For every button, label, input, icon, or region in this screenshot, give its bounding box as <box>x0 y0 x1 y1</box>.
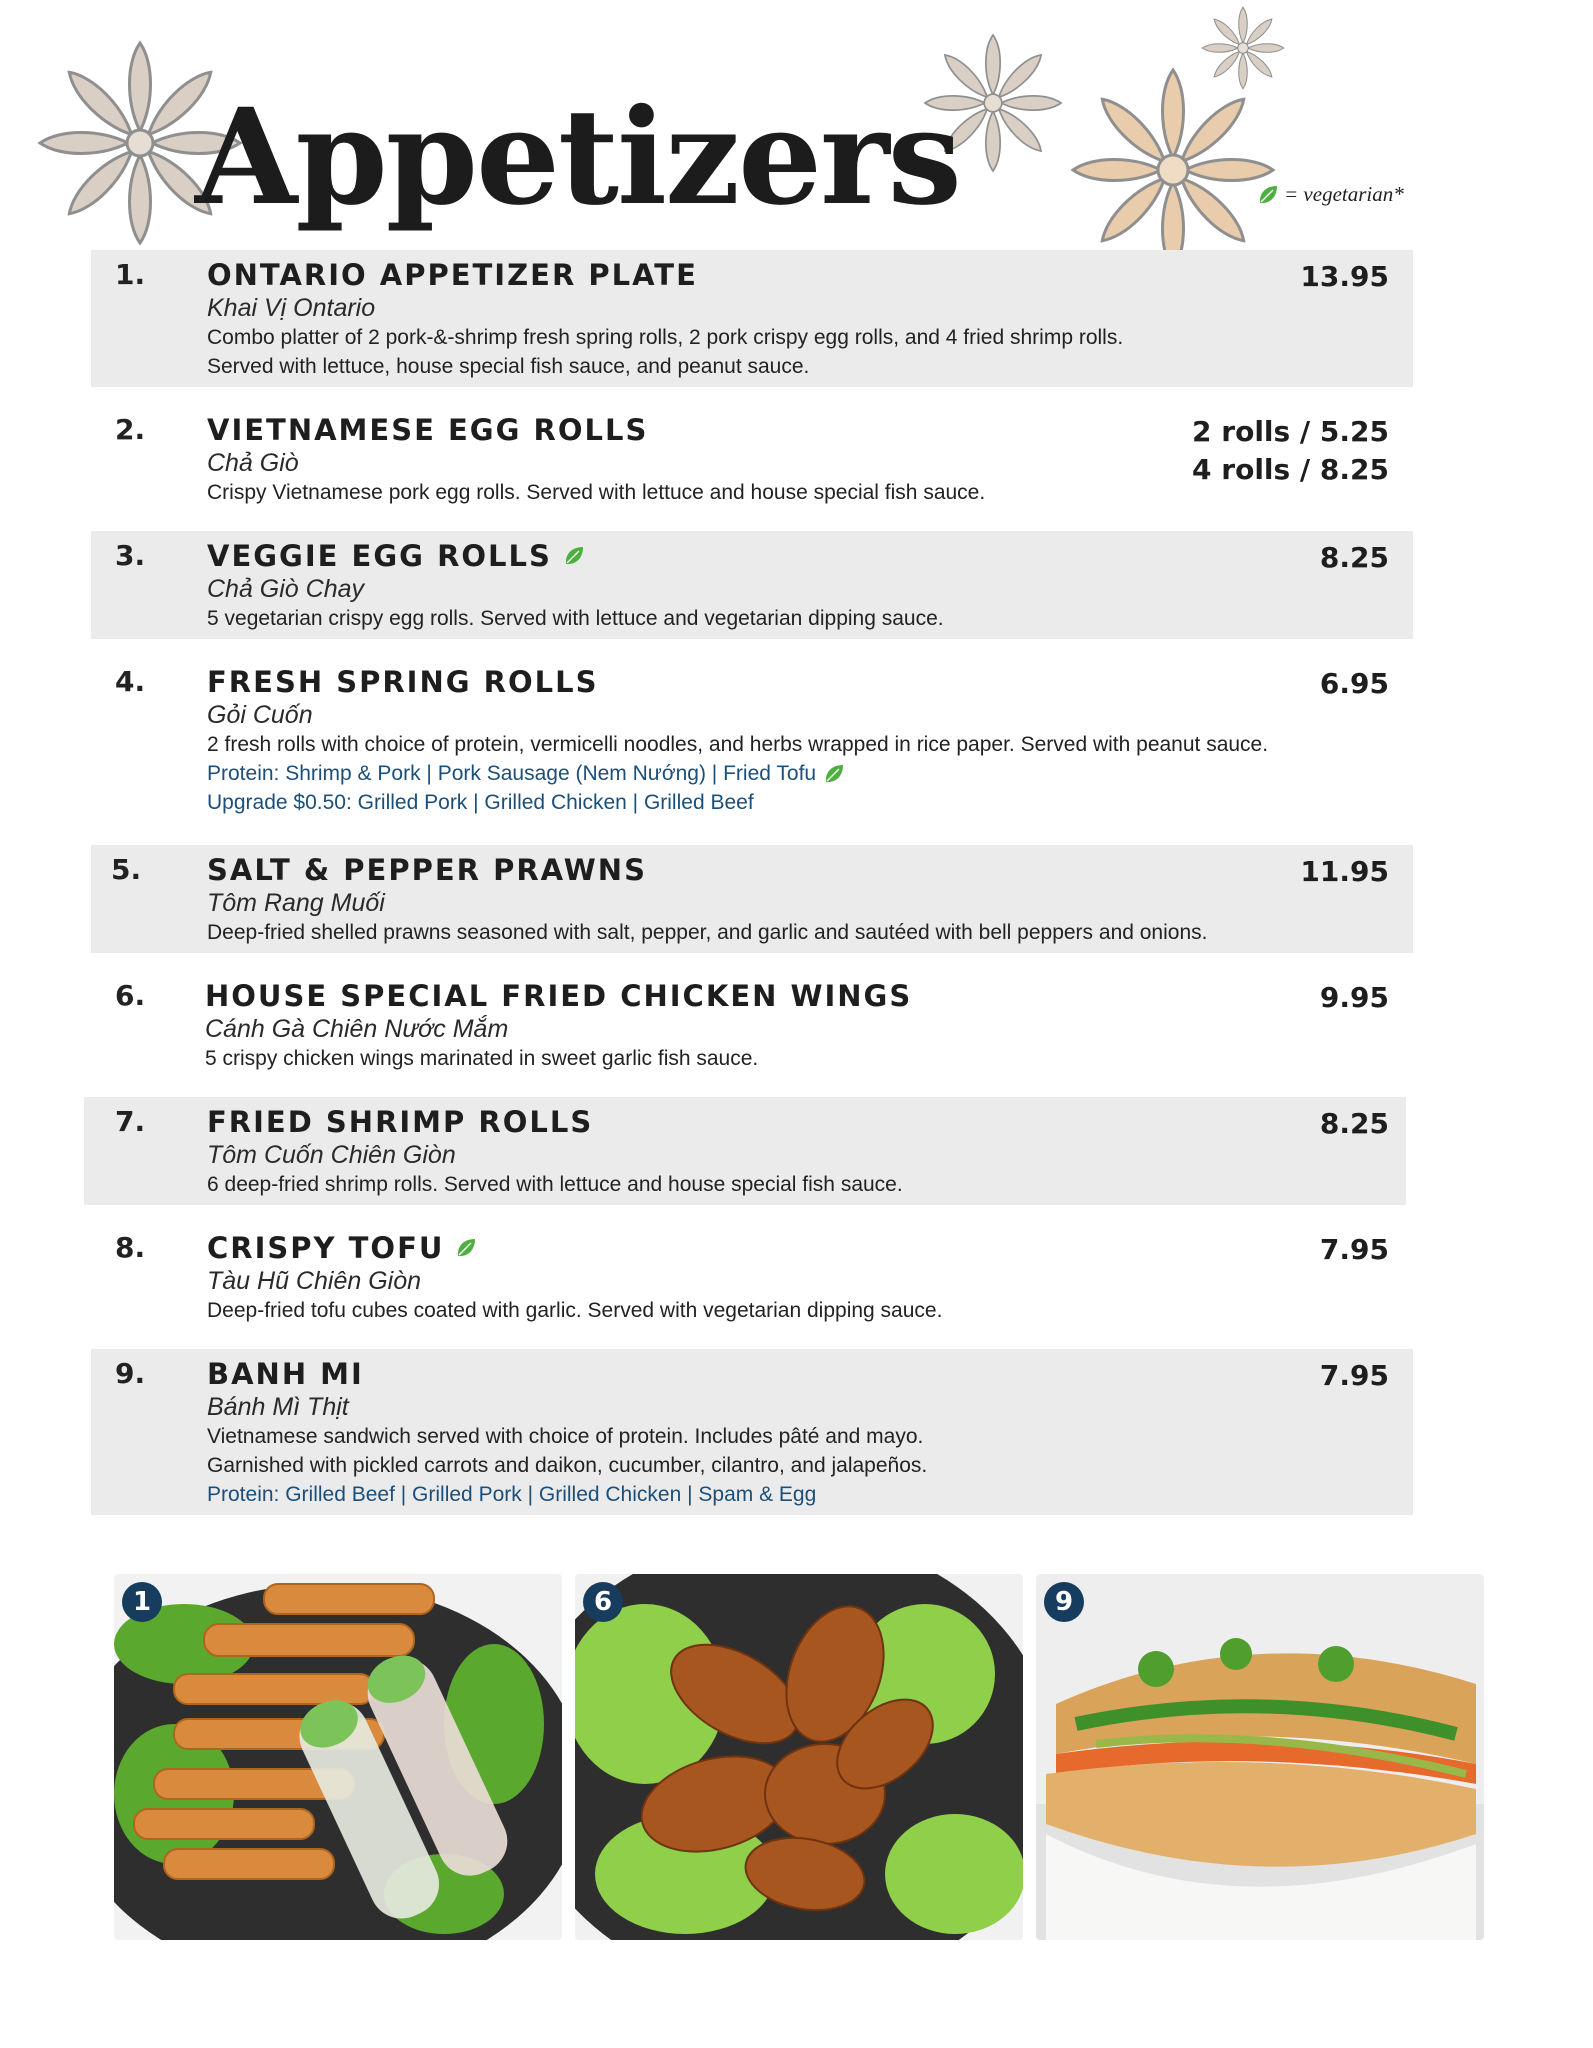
item-vietnamese-name: Tôm Rang Muối <box>207 889 385 917</box>
item-number: 1. <box>115 258 146 291</box>
item-vietnamese-name: Tàu Hũ Chiên Giòn <box>207 1267 422 1295</box>
photo-badge: 9 <box>1044 1582 1084 1622</box>
item-price: 9.95 <box>1319 981 1389 1014</box>
leaf-icon <box>1256 183 1280 207</box>
item-name: FRESH SPRING ROLLS <box>207 665 599 699</box>
photo-badge: 6 <box>583 1582 623 1622</box>
chicken-wings-photo <box>575 1574 1023 1940</box>
vegetarian-legend <box>1256 182 1404 207</box>
leaf-icon <box>822 762 846 786</box>
item-vietnamese-name: Bánh Mì Thịt <box>207 1393 349 1421</box>
item-number: 3. <box>115 539 146 572</box>
banh-mi-photo <box>1036 1574 1484 1940</box>
leaf-icon <box>454 1236 478 1260</box>
item-name: ONTARIO APPETIZER PLATE <box>207 258 698 292</box>
item-description: Garnished with pickled carrots and daikon, cucumber, cilantro, and jalapeños. <box>207 1454 928 1477</box>
item-name: BANH MI <box>207 1357 364 1391</box>
item-description: 5 crispy chicken wings marinated in sweet garlic fish sauce. <box>205 1047 759 1070</box>
menu-item <box>91 845 1413 953</box>
item-description: Crispy Vietnamese pork egg rolls. Served with lettuce and house special fish sauce. <box>207 481 986 504</box>
banh-mi-illustration <box>1036 1574 1484 1940</box>
item-vietnamese-name: Chả Giò <box>207 449 299 477</box>
chicken-wings-illustration <box>575 1574 1023 1940</box>
item-price: 8.25 <box>1319 541 1389 574</box>
item-price: 13.95 <box>1300 260 1389 293</box>
item-vietnamese-name: Gỏi Cuốn <box>207 701 313 729</box>
item-description: Deep-fried tofu cubes coated with garlic. Served with vegetarian dipping sauce. <box>207 1299 943 1322</box>
page-title: Appetizers <box>195 80 960 235</box>
protein-options: Protein: Shrimp & Pork | Pork Sausage (Nem Nướng) | Fried Tofu <box>207 759 1367 788</box>
item-price: 2 rolls / 5.25 4 rolls / 8.25 <box>1192 415 1389 486</box>
leaf-icon <box>562 544 586 568</box>
item-number: 6. <box>115 979 146 1012</box>
upgrade-options: Upgrade $0.50: Grilled Pork | Grilled Chicken | Grilled Beef <box>207 791 754 814</box>
item-price: 6.95 <box>1319 667 1389 700</box>
item-name: HOUSE SPECIAL FRIED CHICKEN WINGS <box>205 979 913 1013</box>
menu-item <box>91 405 1413 513</box>
menu-item <box>91 971 1413 1079</box>
item-price: 11.95 <box>1300 855 1389 888</box>
item-number: 4. <box>115 665 146 698</box>
item-number: 5. <box>111 853 142 886</box>
item-name: SALT & PEPPER PRAWNS <box>207 853 647 887</box>
item-description: 6 deep-fried shrimp rolls. Served with lettuce and house special fish sauce. <box>207 1173 903 1196</box>
menu-item <box>91 1349 1413 1515</box>
item-name: VIETNAMESE EGG ROLLS <box>207 413 649 447</box>
item-price: 7.95 <box>1319 1233 1389 1266</box>
appetizer-plate-photo <box>114 1574 562 1940</box>
item-description: 2 fresh rolls with choice of protein, vermicelli noodles, and herbs wrapped in rice paper. Served with peanut sauce. <box>207 733 1269 756</box>
menu-item <box>91 250 1413 387</box>
item-description: 5 vegetarian crispy egg rolls. Served with lettuce and vegetarian dipping sauce. <box>207 607 944 630</box>
item-vietnamese-name: Cánh Gà Chiên Nước Mắm <box>205 1015 509 1043</box>
item-number: 8. <box>115 1231 146 1264</box>
item-vietnamese-name: Chả Giò Chay <box>207 575 365 603</box>
item-description: Combo platter of 2 pork-&-shrimp fresh spring rolls, 2 pork crispy egg rolls, and 4 fried shrimp rolls. <box>207 326 1124 349</box>
menu-item <box>91 1223 1413 1331</box>
menu-item <box>91 531 1413 639</box>
protein-options: Protein: Grilled Beef | Grilled Pork | Grilled Chicken | Spam & Egg <box>207 1483 817 1506</box>
item-number: 9. <box>115 1357 146 1390</box>
item-vietnamese-name: Tôm Cuốn Chiên Giòn <box>207 1141 456 1169</box>
legend-text: = vegetarian* <box>1284 182 1404 206</box>
photo-badge: 1 <box>122 1582 162 1622</box>
menu-item <box>84 1097 1406 1205</box>
item-description: Vietnamese sandwich served with choice of protein. Includes pâté and mayo. <box>207 1425 924 1448</box>
item-vietnamese-name: Khai Vị Ontario <box>207 294 376 322</box>
item-price: 7.95 <box>1319 1359 1389 1392</box>
item-number: 2. <box>115 413 146 446</box>
item-description: Deep-fried shelled prawns seasoned with salt, pepper, and garlic and sautéed with bell peppers and onions. <box>207 921 1208 944</box>
item-price: 8.25 <box>1319 1107 1389 1140</box>
item-description: Served with lettuce, house special fish sauce, and peanut sauce. <box>207 355 810 378</box>
item-name: CRISPY TOFU <box>207 1231 445 1265</box>
item-name: VEGGIE EGG ROLLS <box>207 539 552 573</box>
appetizer-plate-illustration <box>114 1574 562 1940</box>
item-name: FRIED SHRIMP ROLLS <box>207 1105 594 1139</box>
item-number: 7. <box>115 1105 146 1138</box>
menu-item <box>91 657 1413 827</box>
